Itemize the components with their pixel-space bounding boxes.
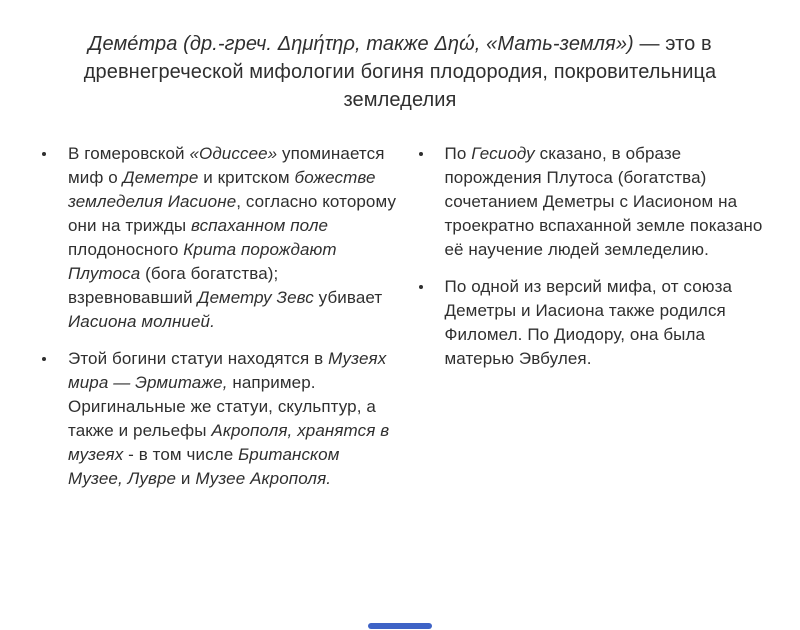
slide-progress-indicator [368, 623, 432, 629]
bullet-icon [42, 152, 46, 156]
list-item [42, 142, 399, 334]
slide-title: Деме́тра (др.-греч. Δημήτηρ, также Δηώ, «Мать-земля») — это в древнегреческой мифологии богиня плодородия, покровительница земледелия [83, 33, 717, 111]
bullet-icon [419, 152, 423, 156]
bullet-icon [419, 285, 423, 289]
presentation-slide [0, 30, 800, 630]
slide-body [0, 114, 800, 504]
bullet-text: Этой богини статуи находятся в Музеях мира — Эрмитаже, например. Оригинальные же статуи, скульптур, а также и рельефы Акрополя, хранятся в музеях - в том числе Британском Музее, Лувре и Музее Акрополя. [68, 349, 390, 488]
bullet-text: В гомеровской «Одиссее» упоминается миф о Деметре и критском божестве земледелия Иасионе, согласно которому они на трижды вспаханном поле плодоносного Крита порождают Плутоса (бога богатства); взревновавший Деметру Зевс убивает Иасиона молнией. [68, 144, 397, 331]
list-item [42, 347, 399, 491]
right-column [419, 142, 776, 504]
list-item [419, 142, 776, 262]
list-item [419, 275, 776, 371]
bullet-icon [42, 357, 46, 361]
left-column [42, 142, 399, 504]
bullet-text: По Гесиоду сказано, в образе порождения Плутоса (богатства) сочетанием Деметры с Иасионом на троекратно вспаханной земле показано её научение людей земледелию. [444, 144, 763, 259]
bullet-text: По одной из версий мифа, от союза Деметры и Иасиона также родился Филомел. По Диодору, она была матерью Эвбулея. [444, 277, 733, 368]
